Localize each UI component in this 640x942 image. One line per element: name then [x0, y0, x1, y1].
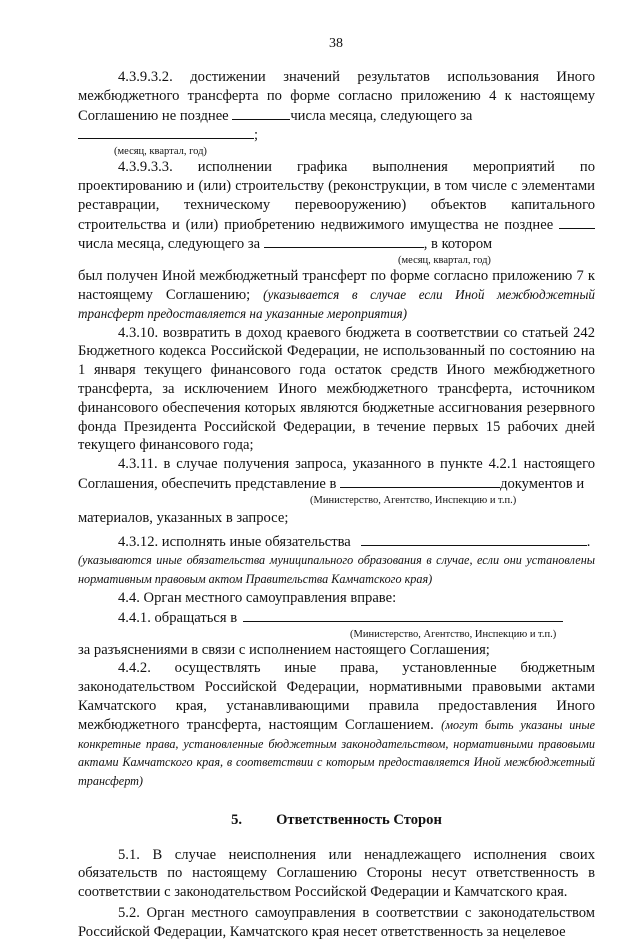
- clause-text: документов и: [500, 475, 585, 492]
- clause-4-3-10: 4.3.10. возвратить в доход краевого бюджета в соответствии со статьей 242 Бюджетного кодекса Российской Федерации, не использованный по состоянию на 1 января текущего финансового года остаток средств Иного межбюджетного трансферта, за исключением Иного межбюджетного трансферта, источником финансового обеспечения которых являются бюджетные ассигнования резервного фонда Президента Российской Федерации, в течение первых 15 рабочих дней текущего финансового года;: [78, 324, 595, 454]
- clause-4-3-12: 4.3.12. исполнять иные обязательства .: [118, 533, 591, 550]
- clause-text: 4.3.11. в случае получения запроса, указанного в пункте 4.2.1 настоящего Соглашения, обеспечить представление в: [78, 456, 595, 492]
- clause-4-3-11: [78, 455, 595, 494]
- clause-text: 4.4.1. обращаться в: [118, 609, 238, 626]
- note-period: (месяц, квартал, год): [114, 146, 207, 158]
- clause-4-4-2: [78, 659, 595, 791]
- clause-4-3-9-3-3-continued: [78, 267, 595, 323]
- note-period: (месяц, квартал, год): [398, 255, 491, 267]
- clause-text: 4.3.12. исполнять иные обязательства: [118, 533, 351, 550]
- clause-text: числа месяца, следующего за: [78, 236, 261, 253]
- italic-note: (указывается в случае если Иной межбюджетный трансферт предоставляется на указанные мероприятия): [78, 286, 595, 321]
- clause-4-4: 4.4. Орган местного самоуправления вправе:: [118, 589, 397, 606]
- clause-5-1: 5.1. В случае неисполнения или ненадлежащего исполнения своих обязательств по настоящему Соглашению Стороны несут ответственность в соответствии с законодательством Российской Федерации и Камчатского края.: [78, 846, 595, 901]
- blank-period: [78, 125, 254, 139]
- clause-text: 4.4.2. осуществлять иные права, установленные бюджетным законодательством Российской Федерации, нормативными правовыми актами Камчатского края, устанавливающими правила предоставления Иного межбюджетного трансферта, настоящим Соглашением.: [78, 660, 595, 733]
- section-title: Ответственность Сторон: [276, 811, 442, 828]
- blank-organization: [340, 474, 500, 488]
- clause-4-3-9-3-3: [78, 158, 595, 254]
- note-organization: (Министерство, Агентство, Инспекцию и т.п.): [350, 628, 557, 640]
- period-line: ;: [78, 125, 595, 145]
- italic-note: (могут быть указаны иные конкретные права, установленные бюджетным законодательством, нормативными правовыми актами Камчатского края, в соответствии с которым предоставляется Иной межбюджетный трансферт): [78, 717, 595, 789]
- clause-text: был получен Иной межбюджетный трансферт по форме согласно приложению 7 к настоящему Соглашению;: [78, 268, 595, 303]
- blank-day: [232, 106, 290, 120]
- italic-note: (указываются иные обязательства муниципального образования в случае, если они установлены нормативным правовым актом Правительства Камчатского края): [78, 553, 595, 587]
- note-organization: (Министерство, Агентство, Инспекцию и т.п.): [310, 494, 517, 506]
- clause-text: , в котором: [423, 236, 493, 253]
- clause-4-3-9-3-2: [78, 68, 595, 125]
- blank-period: [264, 234, 424, 248]
- clause-text: 4.3.9.3.2. достижении значений результатов использования Иного межбюджетного трансферта по форме согласно приложению 4 к настоящему Соглашению не позднее: [78, 69, 595, 124]
- page-content: [78, 68, 595, 942]
- section-number: 5.: [231, 811, 243, 828]
- clause-4-4-1-continued: за разъяснениями в связи с исполнением настоящего Соглашения;: [78, 641, 490, 658]
- clause-4-4-1: [78, 608, 595, 628]
- clause-text: числа месяца, следующего за: [290, 107, 473, 124]
- blank-obligations: [361, 532, 587, 546]
- blank-organization: [243, 608, 563, 622]
- clause-5-2: 5.2. Орган местного самоуправления в соответствии с законодательством Российской Федерации, Камчатского края несет ответственность за нецелевое: [78, 905, 595, 940]
- page-number: 38: [329, 36, 343, 51]
- clause-4-3-11-continued: материалов, указанных в запросе;: [78, 509, 289, 526]
- section-heading: [78, 811, 595, 830]
- blank-day: [559, 215, 595, 229]
- clause-text: 4.3.9.3.3. исполнении графика выполнения мероприятий по проектированию и (или) строительству (реконструкции, в том числе с элементами реставрации, техническому перевооружению) объектов капитального строительства и (или) приобретению недвижимого имущества не позднее: [78, 159, 595, 233]
